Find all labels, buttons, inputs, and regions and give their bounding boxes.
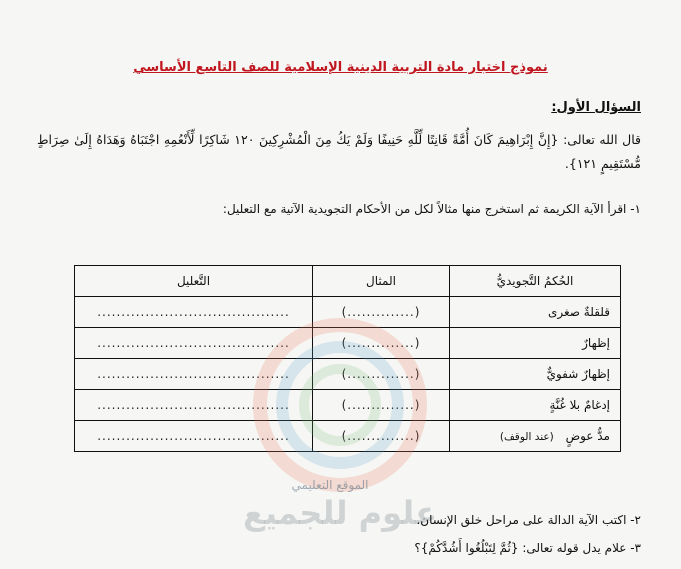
rule-label: مدٌّ عوضٍ bbox=[565, 429, 610, 443]
rule-cell bbox=[450, 328, 621, 359]
rule-cell bbox=[450, 359, 621, 390]
table-row bbox=[75, 421, 621, 452]
rule-cell bbox=[450, 297, 621, 328]
table-row bbox=[75, 328, 621, 359]
rule-label: قلقلةٌ صغرى bbox=[548, 305, 610, 319]
reason-blank[interactable]: ........................................ bbox=[75, 359, 313, 390]
question-two: ٢- اكتب الآية الدالة على مراحل خلق الإنسان. bbox=[416, 513, 641, 527]
rule-cell bbox=[450, 421, 621, 452]
tajweed-table bbox=[74, 265, 621, 452]
question-one-heading: السؤال الأول: bbox=[551, 100, 641, 115]
reason-blank[interactable]: ........................................ bbox=[75, 421, 313, 452]
header-reason: التَّعليل bbox=[75, 266, 313, 297]
reason-blank[interactable]: ........................................ bbox=[75, 390, 313, 421]
exam-title: نموذج اختبار مادة التربية الدينية الإسلامية للصف التاسع الأساسي bbox=[133, 60, 548, 75]
question-one-instruction: ١- اقرأ الآية الكريمة ثم استخرج منها مثالاً لكل من الأحكام التجويدية الآتية مع التعليل: bbox=[222, 202, 641, 216]
table-row bbox=[75, 359, 621, 390]
rule-label: إدغامٌ بلا غُنَّةٍ bbox=[549, 398, 610, 412]
rule-cell bbox=[450, 390, 621, 421]
header-rule: الحُكمُ التَّجويديُّ bbox=[450, 266, 621, 297]
rule-note: (عند الوقف) bbox=[499, 431, 554, 443]
example-blank[interactable]: (..............) bbox=[313, 328, 450, 359]
rule-label: إظهارٌ bbox=[582, 336, 610, 350]
rule-label: إظهارٌ شفويٌّ bbox=[546, 367, 610, 381]
reason-blank[interactable]: ........................................ bbox=[75, 297, 313, 328]
example-blank[interactable]: (..............) bbox=[313, 390, 450, 421]
example-blank[interactable]: (..............) bbox=[313, 421, 450, 452]
question-three: ٣- علام يدل قوله تعالى: {ثُمَّ لِتَبْلُغُوا أَشُدَّكُمْ}؟ bbox=[414, 541, 641, 555]
table-header-row bbox=[75, 266, 621, 297]
example-blank[interactable]: (..............) bbox=[313, 359, 450, 390]
table-row bbox=[75, 297, 621, 328]
reason-blank[interactable]: ........................................ bbox=[75, 328, 313, 359]
table-row bbox=[75, 390, 621, 421]
watermark-caption: الموقع التعليمي bbox=[291, 478, 369, 492]
header-example: المثال bbox=[313, 266, 450, 297]
watermark-brand: علوم للجميع bbox=[242, 494, 438, 532]
example-blank[interactable]: (..............) bbox=[313, 297, 450, 328]
quran-verse: قال الله تعالى: {إِنَّ إِبْرَاهِيمَ كَانَ أُمَّةً قَانِتًا لِّلَّهِ حَنِيفًا وَلَمْ يَكُ مِنَ الْمُشْرِكِينَ ١٢٠ شَاكِرًا لِّأَنْعُمِهِ اجْتَبَاهُ وَهَدَاهُ إِلَىٰ صِرَاطٍ مُّسْتَقِيمٍ ١٢١}. bbox=[37, 132, 641, 171]
